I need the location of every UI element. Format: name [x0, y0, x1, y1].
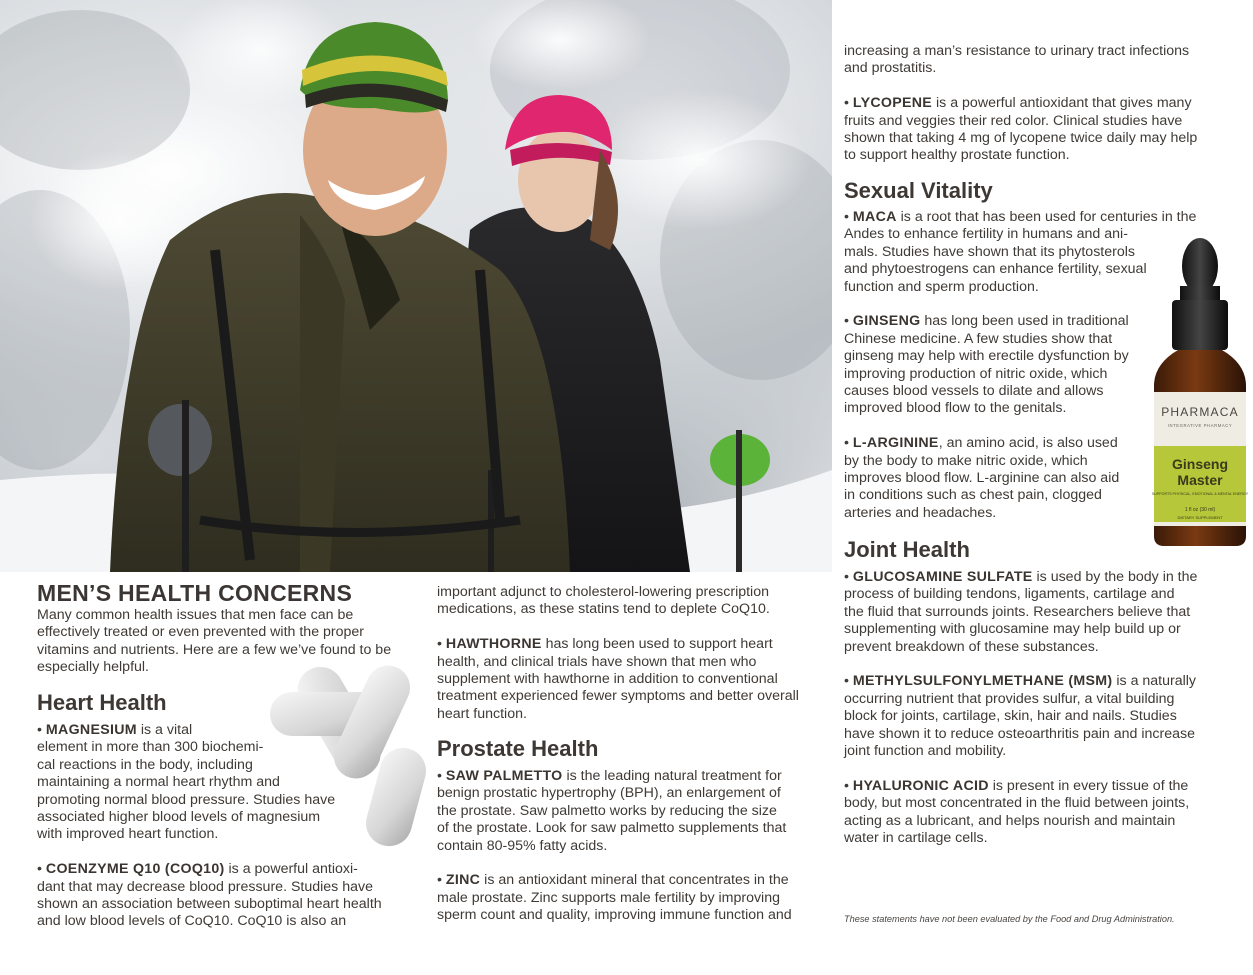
magnesium-item: • MAGNESIUM is a vital element in more than 300 biochemi- cal reactions in the body, including maintaining a normal heart rhythm and promoting normal blood pressure. Studies have associated higher blood levels of magnesium with improved heart function. [37, 722, 336, 843]
l-arginine-text: , an amino acid, is also used by the body to make nitric oxide, which improves blood flow. L-arginine can also aid in conditions such as chest pain, clogged arteries and headaches. [844, 435, 1120, 521]
glucosamine-item: • GLUCOSAMINE SULFATE is used by the body in the process of building tendons, ligaments, cartilage and the fluid that surrounds joints. Researchers believe that supplementing with glucosamine may help build up or prevent breakdown of these substances. [844, 569, 1198, 655]
glucosamine-text: is used by the body in the process of building tendons, ligaments, cartilage and the fluid that surrounds joints. Researchers believe that supplementing with glucosamine may help build up or prevent breakdown of these substances. [844, 569, 1198, 655]
maca-text: is a root that has been used for centuries in the Andes to enhance fertility in humans and ani- mals. Studies have shown that its phytosterols and phytoestrogens can enhance fertility, sexual function and sperm production. [844, 209, 1197, 295]
hikers-illustration [0, 0, 832, 572]
right-column-top-text [844, 43, 1234, 182]
bottle-brand: PHARMACA [1161, 405, 1239, 419]
sexual-vitality-heading: Sexual Vitality [844, 178, 993, 203]
lycopene-text: is a powerful antioxidant that gives many fruits and veggies their red color. Clinical studies have shown that taking 4 mg of lycopene twice daily may help to support healthy prostate function. [844, 95, 1198, 164]
page-title: MEN’S HEALTH CONCERNS [37, 580, 353, 606]
bottle-size: 1 fl oz (30 ml) [1184, 507, 1216, 513]
coq10-item: • COENZYME Q10 (COQ10) is a powerful antioxi- dant that may decrease blood pressure. Studies have shown an association between suboptimal heart health and low blood levels of CoQ10. CoQ10 is also an [37, 861, 382, 930]
bottle-name-1: Ginseng [1171, 456, 1229, 472]
hyaluronic-text: is present in every tissue of the body, but most concentrated in the fluid between joints, acting as a lubricant, and helps nourish and maintain water in cartilage cells. [844, 777, 1190, 847]
middle-column-text [437, 584, 825, 741]
heart-column-text [37, 722, 409, 948]
saw-palmetto-text: is the leading natural treatment for benign prostatic hypertrophy (BPH), an enlargement of the prostate. Saw palmetto works by reducing the size of the prostate. Look for saw palmetto supplements that contain 80-95% fatty acids. [437, 768, 787, 854]
hawthorne-item: • HAWTHORNE has long been used to support heart health, and clinical trials have shown that men who supplement with hawthorne in addition to conventional treatment experienced fewer symptoms and better overall heart function. [437, 636, 799, 722]
zinc-item: • ZINC is an antioxidant mineral that concentrates in the male prostate. Zinc supports male fertility by improving sperm count and quality, improving immune function and [437, 872, 792, 924]
zinc-continued: increasing a man’s resistance to urinary tract infections and prostatitis. [844, 43, 1190, 77]
bottle-sub: INTEGRATIVE PHARMACY [1167, 423, 1233, 428]
fda-disclaimer: These statements have not been evaluated by the Food and Drug Administration. [844, 914, 1175, 924]
ginseng-item: • GINSENG has long been used in traditional Chinese medicine. A few studies show that ginseng may help with erectile dysfunction by improving production of nitric oxide, which causes blood vessels to dilate and allows improved blood flow to the genitals. [844, 313, 1129, 417]
coq10-continued: important adjunct to cholesterol-lowering prescription medications, as these statins tend to deplete CoQ10. [437, 584, 770, 618]
coq10-text: is a powerful antioxi- dant that may decrease blood pressure. Studies have shown an association between suboptimal heart health and low blood levels of CoQ10. CoQ10 is also an [37, 861, 382, 930]
bottle-tagline: SUPPORTS PHYSICAL, EMOTIONAL & MENTAL ENERGY [1151, 492, 1249, 496]
magnesium-text: is a vital element in more than 300 biochemi- cal reactions in the body, including maintaining a normal heart rhythm and promoting normal blood pressure. Studies have associated higher blood levels of magnesium with improved heart function. [37, 722, 336, 843]
bottle-name-2: Master [1177, 472, 1223, 488]
ginseng-text: has long been used in traditional Chinese medicine. A few studies show that ginseng may help with erectile dysfunction by improving production of nitric oxide, which causes blood vessels to dilate and allows improved blood flow to the genitals. [844, 313, 1129, 417]
joint-column-text [844, 569, 1236, 865]
intro-paragraph: Many common health issues that men face can be effectively treated or even prevented with the proper vitamins and nutrients. Here are a few we’ve found to be especially helpful. [37, 607, 392, 676]
joint-health-heading: Joint Health [844, 537, 970, 562]
msm-text: is a naturally occurring nutrient that provides sulfur, a vital building block for joints, cartilage, skin, hair and nails. Studies have shown it to reduce osteoarthritis pain and increase joint function and mobility. [844, 673, 1197, 760]
saw-palmetto-item: • SAW PALMETTO is the leading natural treatment for benign prostatic hypertrophy (BPH), an enlargement of the prostate. Saw palmetto works by reducing the size of the prostate. Look for saw palmetto supplements that contain 80-95% fatty acids. [437, 768, 787, 854]
l-arginine-item: • L-ARGININE, an amino acid, is also used by the body to make nitric oxide, which improves blood flow. L-arginine can also aid in conditions such as chest pain, clogged arteries and headaches. [844, 435, 1120, 521]
hawthorne-text: has long been used to support heart health, and clinical trials have shown that men who supplement with hawthorne in addition to conventional treatment experienced fewer symptoms and better overall heart function. [437, 636, 799, 722]
prostate-health-heading: Prostate Health [437, 736, 599, 761]
prostate-column-text [437, 768, 825, 942]
maca-item: • MACA is a root that has been used for centuries in the Andes to enhance fertility in humans and ani- mals. Studies have shown that its phytosterols and phytoestrogens can enhance fertility, sexual function and sperm production. [844, 209, 1197, 295]
zinc-text: is an antioxidant mineral that concentrates in the male prostate. Zinc supports male fertility by improving sperm count and quality, improving immune function and [437, 872, 792, 924]
heart-health-heading: Heart Health [37, 690, 167, 715]
ginseng-bottle-image [1150, 236, 1250, 548]
hyaluronic-item: • HYALURONIC ACID is present in every tissue of the body, but most concentrated in the fluid between joints, acting as a lubricant, and helps nourish and maintain water in cartilage cells. [844, 777, 1190, 847]
hero-photo [0, 0, 832, 572]
lycopene-item: • LYCOPENE is a powerful antioxidant that gives many fruits and veggies their red color. Clinical studies have shown that taking 4 mg of lycopene twice daily may help to support healthy prostate function. [844, 95, 1198, 164]
msm-item: • METHYLSULFONYLMETHANE (MSM) is a naturally occurring nutrient that provides sulfur, a vital building block for joints, cartilage, skin, hair and nails. Studies have shown it to reduce osteoarthritis pain and increase joint function and mobility. [844, 673, 1197, 760]
bottle-type: DIETARY SUPPLEMENT [1177, 515, 1223, 520]
